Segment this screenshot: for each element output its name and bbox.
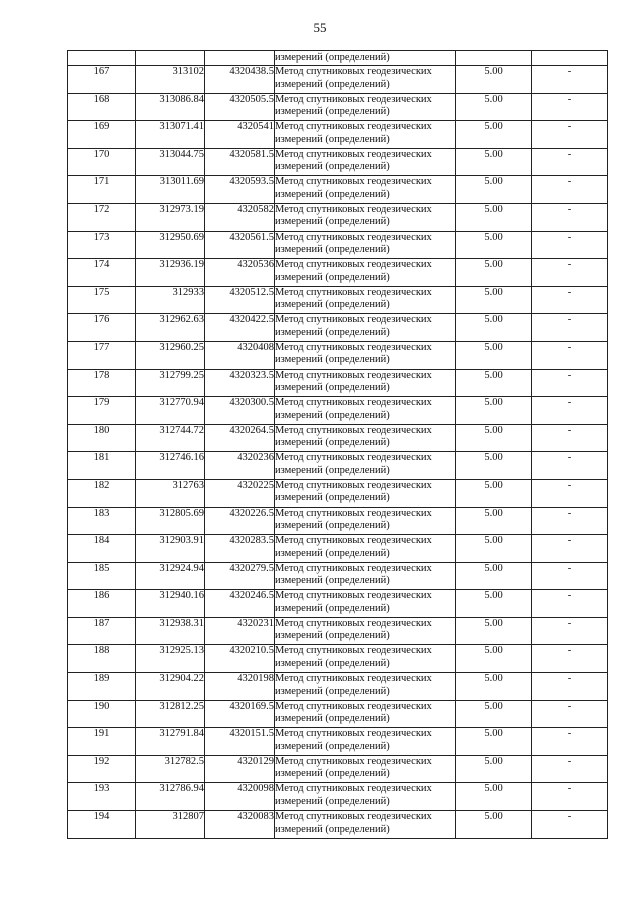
precision-cell: 5.00 xyxy=(456,424,532,452)
table-row xyxy=(68,369,608,397)
y-coordinate-cell: 4320236 xyxy=(205,452,275,480)
method-cell xyxy=(275,314,456,342)
method-cell xyxy=(275,673,456,701)
precision-cell: 5.00 xyxy=(456,66,532,94)
table-row xyxy=(68,424,608,452)
x-coordinate-cell: 312936.19 xyxy=(136,259,205,287)
x-coordinate-cell: 312938.31 xyxy=(136,617,205,645)
table-row xyxy=(68,176,608,204)
y-coordinate-cell: 4320225 xyxy=(205,479,275,507)
method-text-line1: Метод спутниковых геодезических xyxy=(275,645,432,657)
note-cell: - xyxy=(532,811,608,839)
method-cell xyxy=(275,231,456,259)
method-cell xyxy=(275,617,456,645)
point-number-cell: 189 xyxy=(68,673,136,701)
method-text-line2: измерений (определений) xyxy=(275,299,390,311)
table-row xyxy=(68,783,608,811)
y-coordinate-cell: 4320283.5 xyxy=(205,535,275,563)
y-coordinate-cell: 4320561.5 xyxy=(205,231,275,259)
y-coordinate-cell: 4320279.5 xyxy=(205,562,275,590)
x-coordinate-cell: 312904.22 xyxy=(136,673,205,701)
method-text-line1: Метод спутниковых геодезических xyxy=(275,728,432,740)
method-text-line1: Метод спутниковых геодезических xyxy=(275,755,432,767)
note-cell: - xyxy=(532,590,608,618)
method-cell xyxy=(275,507,456,535)
precision-cell: 5.00 xyxy=(456,562,532,590)
note-cell: - xyxy=(532,397,608,425)
method-text-line2: измерений (определений) xyxy=(275,78,390,90)
point-number-cell: 187 xyxy=(68,617,136,645)
x-coordinate-cell: 313011.69 xyxy=(136,176,205,204)
x-coordinate-cell: 312786.94 xyxy=(136,783,205,811)
method-text-line2: измерений (определений) xyxy=(275,464,390,476)
table-row xyxy=(68,452,608,480)
method-text-line1: Метод спутниковых геодезических xyxy=(275,783,432,795)
point-number-cell: 178 xyxy=(68,369,136,397)
method-text-line1: Метод спутниковых геодезических xyxy=(275,314,432,326)
precision-cell: 5.00 xyxy=(456,341,532,369)
point-number-cell: 169 xyxy=(68,121,136,149)
precision-cell: 5.00 xyxy=(456,728,532,756)
note-cell: - xyxy=(532,562,608,590)
x-coordinate-cell: 312903.91 xyxy=(136,535,205,563)
table-row xyxy=(68,590,608,618)
method-text-line1: Метод спутниковых геодезических xyxy=(275,535,432,547)
note-cell: - xyxy=(532,93,608,121)
method-text-line2: измерений (определений) xyxy=(275,326,390,338)
precision-cell: 5.00 xyxy=(456,811,532,839)
x-coordinate-cell: 312812.25 xyxy=(136,700,205,728)
x-coordinate-cell: 312763 xyxy=(136,479,205,507)
method-cell xyxy=(275,479,456,507)
method-text-line2: измерений (определений) xyxy=(275,768,390,780)
method-text-line1: Метод спутниковых геодезических xyxy=(275,562,432,574)
x-coordinate-cell: 313071.41 xyxy=(136,121,205,149)
table-row xyxy=(68,148,608,176)
x-coordinate-cell: 312807 xyxy=(136,811,205,839)
y-coordinate-cell: 4320323.5 xyxy=(205,369,275,397)
method-cell xyxy=(275,452,456,480)
x-coordinate-cell: 312940.16 xyxy=(136,590,205,618)
note-cell: - xyxy=(532,231,608,259)
table-row xyxy=(68,203,608,231)
note-cell: - xyxy=(532,66,608,94)
precision-cell: 5.00 xyxy=(456,507,532,535)
note-cell: - xyxy=(532,259,608,287)
method-text-line2: измерений (определений) xyxy=(275,823,390,835)
note-cell: - xyxy=(532,369,608,397)
y-coordinate-cell: 4320231 xyxy=(205,617,275,645)
point-number-cell: 194 xyxy=(68,811,136,839)
y-coordinate-cell: 4320438.5 xyxy=(205,66,275,94)
method-text-line1: Метод спутниковых геодезических xyxy=(275,673,432,685)
precision-cell: 5.00 xyxy=(456,617,532,645)
note-cell: - xyxy=(532,673,608,701)
method-text-line2: измерений (определений) xyxy=(275,382,390,394)
point-number-cell: 180 xyxy=(68,424,136,452)
note-cell: - xyxy=(532,617,608,645)
y-coordinate-cell: 4320226.5 xyxy=(205,507,275,535)
method-text-line1: Метод спутниковых геодезических xyxy=(275,369,432,381)
y-coordinate-cell: 4320129 xyxy=(205,755,275,783)
method-text-line1: Метод спутниковых геодезических xyxy=(275,617,432,629)
note-cell: - xyxy=(532,286,608,314)
x-coordinate-cell: 312746.16 xyxy=(136,452,205,480)
method-cell xyxy=(275,783,456,811)
table-row xyxy=(68,479,608,507)
note-cell: - xyxy=(532,700,608,728)
y-coordinate-cell: 4320505.5 xyxy=(205,93,275,121)
precision-cell: 5.00 xyxy=(456,231,532,259)
point-number-cell: 193 xyxy=(68,783,136,811)
x-coordinate-cell: 312791.84 xyxy=(136,728,205,756)
table-row xyxy=(68,341,608,369)
note-cell: - xyxy=(532,121,608,149)
y-coordinate-cell: 4320593.5 xyxy=(205,176,275,204)
method-cell xyxy=(275,176,456,204)
y-coordinate-cell: 4320582 xyxy=(205,203,275,231)
method-cell xyxy=(275,369,456,397)
y-coordinate-cell: 4320246.5 xyxy=(205,590,275,618)
method-text-line1: Метод спутниковых геодезических xyxy=(275,341,432,353)
point-number-cell: 179 xyxy=(68,397,136,425)
note-cell: - xyxy=(532,783,608,811)
x-coordinate-cell: 312973.19 xyxy=(136,203,205,231)
point-number-cell: 186 xyxy=(68,590,136,618)
method-text-line1: Метод спутниковых геодезических xyxy=(275,286,432,298)
method-cell xyxy=(275,535,456,563)
precision-cell: 5.00 xyxy=(456,783,532,811)
continued-method-text: измерений (определений) xyxy=(275,52,390,63)
note-cell: - xyxy=(532,148,608,176)
method-cell xyxy=(275,286,456,314)
point-number-cell: 171 xyxy=(68,176,136,204)
point-number-cell: 184 xyxy=(68,535,136,563)
point-number-cell: 191 xyxy=(68,728,136,756)
method-text-line1: Метод спутниковых геодезических xyxy=(275,203,432,215)
table-row xyxy=(68,507,608,535)
method-text-line2: измерений (определений) xyxy=(275,547,390,559)
x-coordinate-cell: 313044.75 xyxy=(136,148,205,176)
method-cell xyxy=(275,424,456,452)
precision-cell: 5.00 xyxy=(456,590,532,618)
method-cell xyxy=(275,203,456,231)
x-coordinate-cell: 312950.69 xyxy=(136,231,205,259)
y-coordinate-cell: 4320422.5 xyxy=(205,314,275,342)
method-text-line1: Метод спутниковых геодезических xyxy=(275,66,432,77)
method-cell xyxy=(275,590,456,618)
precision-cell: 5.00 xyxy=(456,93,532,121)
x-coordinate-cell: 313102 xyxy=(136,66,205,94)
y-coordinate-cell: 4320512.5 xyxy=(205,286,275,314)
method-text-line2: измерений (определений) xyxy=(275,685,390,697)
y-coordinate-cell: 4320264.5 xyxy=(205,424,275,452)
note-cell: - xyxy=(532,755,608,783)
point-number-cell: 181 xyxy=(68,452,136,480)
point-number-cell: 190 xyxy=(68,700,136,728)
table-row xyxy=(68,700,608,728)
method-text-line2: измерений (определений) xyxy=(275,575,390,587)
table-row xyxy=(68,66,608,94)
method-cell xyxy=(275,645,456,673)
note-cell: - xyxy=(532,507,608,535)
method-text-line1: Метод спутниковых геодезических xyxy=(275,479,432,491)
precision-cell: 5.00 xyxy=(456,479,532,507)
point-number-cell: 172 xyxy=(68,203,136,231)
method-text-line2: измерений (определений) xyxy=(275,492,390,504)
precision-cell: 5.00 xyxy=(456,314,532,342)
method-text-line2: измерений (определений) xyxy=(275,630,390,642)
precision-cell: 5.00 xyxy=(456,645,532,673)
table-row xyxy=(68,397,608,425)
x-coordinate-cell: 312960.25 xyxy=(136,341,205,369)
method-text-line2: измерений (определений) xyxy=(275,740,390,752)
table-row xyxy=(68,535,608,563)
method-text-line2: измерений (определений) xyxy=(275,409,390,421)
method-text-line2: измерений (определений) xyxy=(275,657,390,669)
point-number-cell: 173 xyxy=(68,231,136,259)
y-coordinate-cell: 4320083 xyxy=(205,811,275,839)
table-row xyxy=(68,562,608,590)
note-cell: - xyxy=(532,424,608,452)
point-number-cell: 175 xyxy=(68,286,136,314)
method-cell xyxy=(275,259,456,287)
precision-cell: 5.00 xyxy=(456,121,532,149)
note-cell: - xyxy=(532,452,608,480)
continued-cell-y xyxy=(205,51,275,66)
table-row xyxy=(68,645,608,673)
method-text-line2: измерений (определений) xyxy=(275,713,390,725)
coordinates-table xyxy=(67,50,608,839)
x-coordinate-cell: 312962.63 xyxy=(136,314,205,342)
table-row xyxy=(68,231,608,259)
y-coordinate-cell: 4320210.5 xyxy=(205,645,275,673)
continued-method-cell xyxy=(275,51,456,66)
y-coordinate-cell: 4320098 xyxy=(205,783,275,811)
table-body xyxy=(68,51,608,839)
note-cell: - xyxy=(532,645,608,673)
precision-cell: 5.00 xyxy=(456,673,532,701)
method-cell xyxy=(275,700,456,728)
method-text-line2: измерений (определений) xyxy=(275,602,390,614)
method-text-line2: измерений (определений) xyxy=(275,795,390,807)
point-number-cell: 177 xyxy=(68,341,136,369)
precision-cell: 5.00 xyxy=(456,203,532,231)
method-text-line2: измерений (определений) xyxy=(275,354,390,366)
method-text-line2: измерений (определений) xyxy=(275,133,390,145)
method-text-line1: Метод спутниковых геодезических xyxy=(275,231,432,243)
table-row xyxy=(68,286,608,314)
point-number-cell: 185 xyxy=(68,562,136,590)
table-row xyxy=(68,673,608,701)
table-row xyxy=(68,755,608,783)
note-cell: - xyxy=(532,479,608,507)
note-cell: - xyxy=(532,728,608,756)
table-row xyxy=(68,314,608,342)
note-cell: - xyxy=(532,176,608,204)
method-text-line1: Метод спутниковых геодезических xyxy=(275,424,432,436)
continued-cell-x xyxy=(136,51,205,66)
method-cell xyxy=(275,93,456,121)
y-coordinate-cell: 4320541 xyxy=(205,121,275,149)
method-text-line1: Метод спутниковых геодезических xyxy=(275,811,432,823)
x-coordinate-cell: 312925.13 xyxy=(136,645,205,673)
x-coordinate-cell: 312805.69 xyxy=(136,507,205,535)
continued-row xyxy=(68,51,608,66)
table-row xyxy=(68,259,608,287)
point-number-cell: 176 xyxy=(68,314,136,342)
point-number-cell: 183 xyxy=(68,507,136,535)
method-text-line2: измерений (определений) xyxy=(275,271,390,283)
method-cell xyxy=(275,341,456,369)
method-text-line2: измерений (определений) xyxy=(275,188,390,200)
precision-cell: 5.00 xyxy=(456,397,532,425)
method-text-line1: Метод спутниковых геодезических xyxy=(275,259,432,271)
method-text-line1: Метод спутниковых геодезических xyxy=(275,507,432,519)
method-text-line2: измерений (определений) xyxy=(275,437,390,449)
method-text-line1: Метод спутниковых геодезических xyxy=(275,452,432,464)
continued-cell-precision xyxy=(456,51,532,66)
method-cell xyxy=(275,755,456,783)
x-coordinate-cell: 313086.84 xyxy=(136,93,205,121)
method-cell xyxy=(275,121,456,149)
page-number: 55 xyxy=(313,20,327,35)
precision-cell: 5.00 xyxy=(456,286,532,314)
y-coordinate-cell: 4320581.5 xyxy=(205,148,275,176)
table-row xyxy=(68,811,608,839)
method-cell xyxy=(275,66,456,94)
y-coordinate-cell: 4320198 xyxy=(205,673,275,701)
y-coordinate-cell: 4320300.5 xyxy=(205,397,275,425)
continued-cell-note xyxy=(532,51,608,66)
method-text-line1: Метод спутниковых геодезических xyxy=(275,121,432,133)
continued-cell-number xyxy=(68,51,136,66)
table-row xyxy=(68,617,608,645)
y-coordinate-cell: 4320408 xyxy=(205,341,275,369)
method-text-line2: измерений (определений) xyxy=(275,106,390,118)
method-text-line2: измерений (определений) xyxy=(275,520,390,531)
method-text-line2: измерений (определений) xyxy=(275,161,390,173)
note-cell: - xyxy=(532,203,608,231)
method-cell xyxy=(275,562,456,590)
table-row xyxy=(68,728,608,756)
point-number-cell: 192 xyxy=(68,755,136,783)
precision-cell: 5.00 xyxy=(456,452,532,480)
y-coordinate-cell: 4320151.5 xyxy=(205,728,275,756)
method-cell xyxy=(275,728,456,756)
table-row xyxy=(68,93,608,121)
x-coordinate-cell: 312782.5 xyxy=(136,755,205,783)
precision-cell: 5.00 xyxy=(456,535,532,563)
note-cell: - xyxy=(532,535,608,563)
point-number-cell: 188 xyxy=(68,645,136,673)
x-coordinate-cell: 312799.25 xyxy=(136,369,205,397)
note-cell: - xyxy=(532,314,608,342)
x-coordinate-cell: 312744.72 xyxy=(136,424,205,452)
precision-cell: 5.00 xyxy=(456,176,532,204)
point-number-cell: 174 xyxy=(68,259,136,287)
method-text-line1: Метод спутниковых геодезических xyxy=(275,93,432,105)
method-text-line1: Метод спутниковых геодезических xyxy=(275,397,432,409)
method-cell xyxy=(275,397,456,425)
method-cell xyxy=(275,148,456,176)
method-text-line2: измерений (определений) xyxy=(275,216,390,228)
precision-cell: 5.00 xyxy=(456,259,532,287)
point-number-cell: 167 xyxy=(68,66,136,94)
method-text-line1: Метод спутниковых геодезических xyxy=(275,148,432,160)
point-number-cell: 168 xyxy=(68,93,136,121)
precision-cell: 5.00 xyxy=(456,369,532,397)
method-text-line2: измерений (определений) xyxy=(275,244,390,256)
x-coordinate-cell: 312770.94 xyxy=(136,397,205,425)
point-number-cell: 170 xyxy=(68,148,136,176)
point-number-cell: 182 xyxy=(68,479,136,507)
precision-cell: 5.00 xyxy=(456,148,532,176)
precision-cell: 5.00 xyxy=(456,755,532,783)
method-cell xyxy=(275,811,456,839)
x-coordinate-cell: 312924.94 xyxy=(136,562,205,590)
x-coordinate-cell: 312933 xyxy=(136,286,205,314)
method-text-line1: Метод спутниковых геодезических xyxy=(275,590,432,602)
method-text-line1: Метод спутниковых геодезических xyxy=(275,700,432,712)
note-cell: - xyxy=(532,341,608,369)
method-text-line1: Метод спутниковых геодезических xyxy=(275,176,432,188)
precision-cell: 5.00 xyxy=(456,700,532,728)
table-row xyxy=(68,121,608,149)
y-coordinate-cell: 4320169.5 xyxy=(205,700,275,728)
y-coordinate-cell: 4320536 xyxy=(205,259,275,287)
